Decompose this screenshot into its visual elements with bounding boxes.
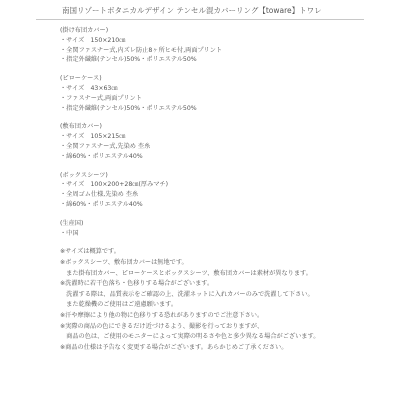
spec-line: ・サイズ 150×210㎝ xyxy=(60,36,126,44)
note-line: ※ボックスシーツ、敷布団カバーは無地です。 xyxy=(60,258,188,266)
note-line: ※商品の仕様は予告なく変更する場合がございます。あらかじめご了承ください。 xyxy=(60,343,288,351)
section-heading: (ボックスシーツ) xyxy=(60,171,108,179)
section-heading: (生産国) xyxy=(60,219,84,227)
title-divider xyxy=(36,19,364,20)
note-line: ※汗や摩擦により他の物に色移りする恐れがありますのでご注意下さい。 xyxy=(60,311,264,319)
section-heading: (敷布団カバー) xyxy=(60,123,102,131)
section-box-sheet xyxy=(60,171,360,210)
spec-line: ・全関ファスナー式,内ズレ防止8ヶ所ヒモ付,両面プリント xyxy=(60,46,223,54)
spec-line: ・全周ゴム仕様,先染め 杢糸 xyxy=(60,191,139,199)
section-duvet-cover xyxy=(60,26,360,65)
spec-line: ・サイズ 43×63㎝ xyxy=(60,84,118,92)
spec-line: ・綿60%・ポリエステル40% xyxy=(60,152,143,160)
spec-line: ・綿60%・ポリエステル40% xyxy=(60,200,143,208)
note-line: 商品の色は、ご使用のモニターによって実際の明るさや色と多少異なる場合がございます。 xyxy=(60,333,320,341)
section-heading: (掛け布団カバー) xyxy=(60,27,109,34)
spec-line: ・指定外繊維(テンセル)50%・ポリエステル50% xyxy=(60,56,197,64)
spec-line: ・サイズ 105×215㎝ xyxy=(60,133,126,141)
spec-line: ・全関ファスナー式,先染め 杢糸 xyxy=(60,142,151,150)
note-line: また掛布団カバー、ピローケースとボックスシーツ、敷布団カバーは素材が異なります。 xyxy=(60,269,312,277)
spec-line: ・指定外繊維(テンセル)50%・ポリエステル50% xyxy=(60,104,197,112)
note-line: ※洗濯時に若干色落ち・色移りする場合がございます。 xyxy=(60,280,214,288)
note-line: 洗濯する際は、品質表示をご確認の上、洗濯ネットに入れカバーのみで洗濯して下さい。 xyxy=(60,290,314,298)
section-heading: (ピローケース) xyxy=(60,75,102,83)
spec-line: ・中国 xyxy=(60,229,79,237)
page-title: 南国リゾートボタニカルデザイン テンセル混カバーリング【toware】トワレ xyxy=(62,6,322,15)
section-mattress-cover xyxy=(60,122,360,161)
section-country-of-origin xyxy=(60,219,360,239)
spec-line: ・サイズ 100×200+28㎝(厚みマチ) xyxy=(60,181,169,189)
note-line: ※実際の商品の色にできるだけ近づけるよう、撮影を行っておりますが、 xyxy=(60,322,264,330)
note-line: ※サイズは概算です。 xyxy=(60,248,120,256)
spec-body xyxy=(60,26,360,353)
section-pillow-case xyxy=(60,74,360,113)
note-line: また乾燥機のご使用はご遠慮願います。 xyxy=(60,301,178,309)
notes-block xyxy=(60,247,360,353)
spec-line: ・ファスナー式,両面プリント xyxy=(60,94,142,102)
